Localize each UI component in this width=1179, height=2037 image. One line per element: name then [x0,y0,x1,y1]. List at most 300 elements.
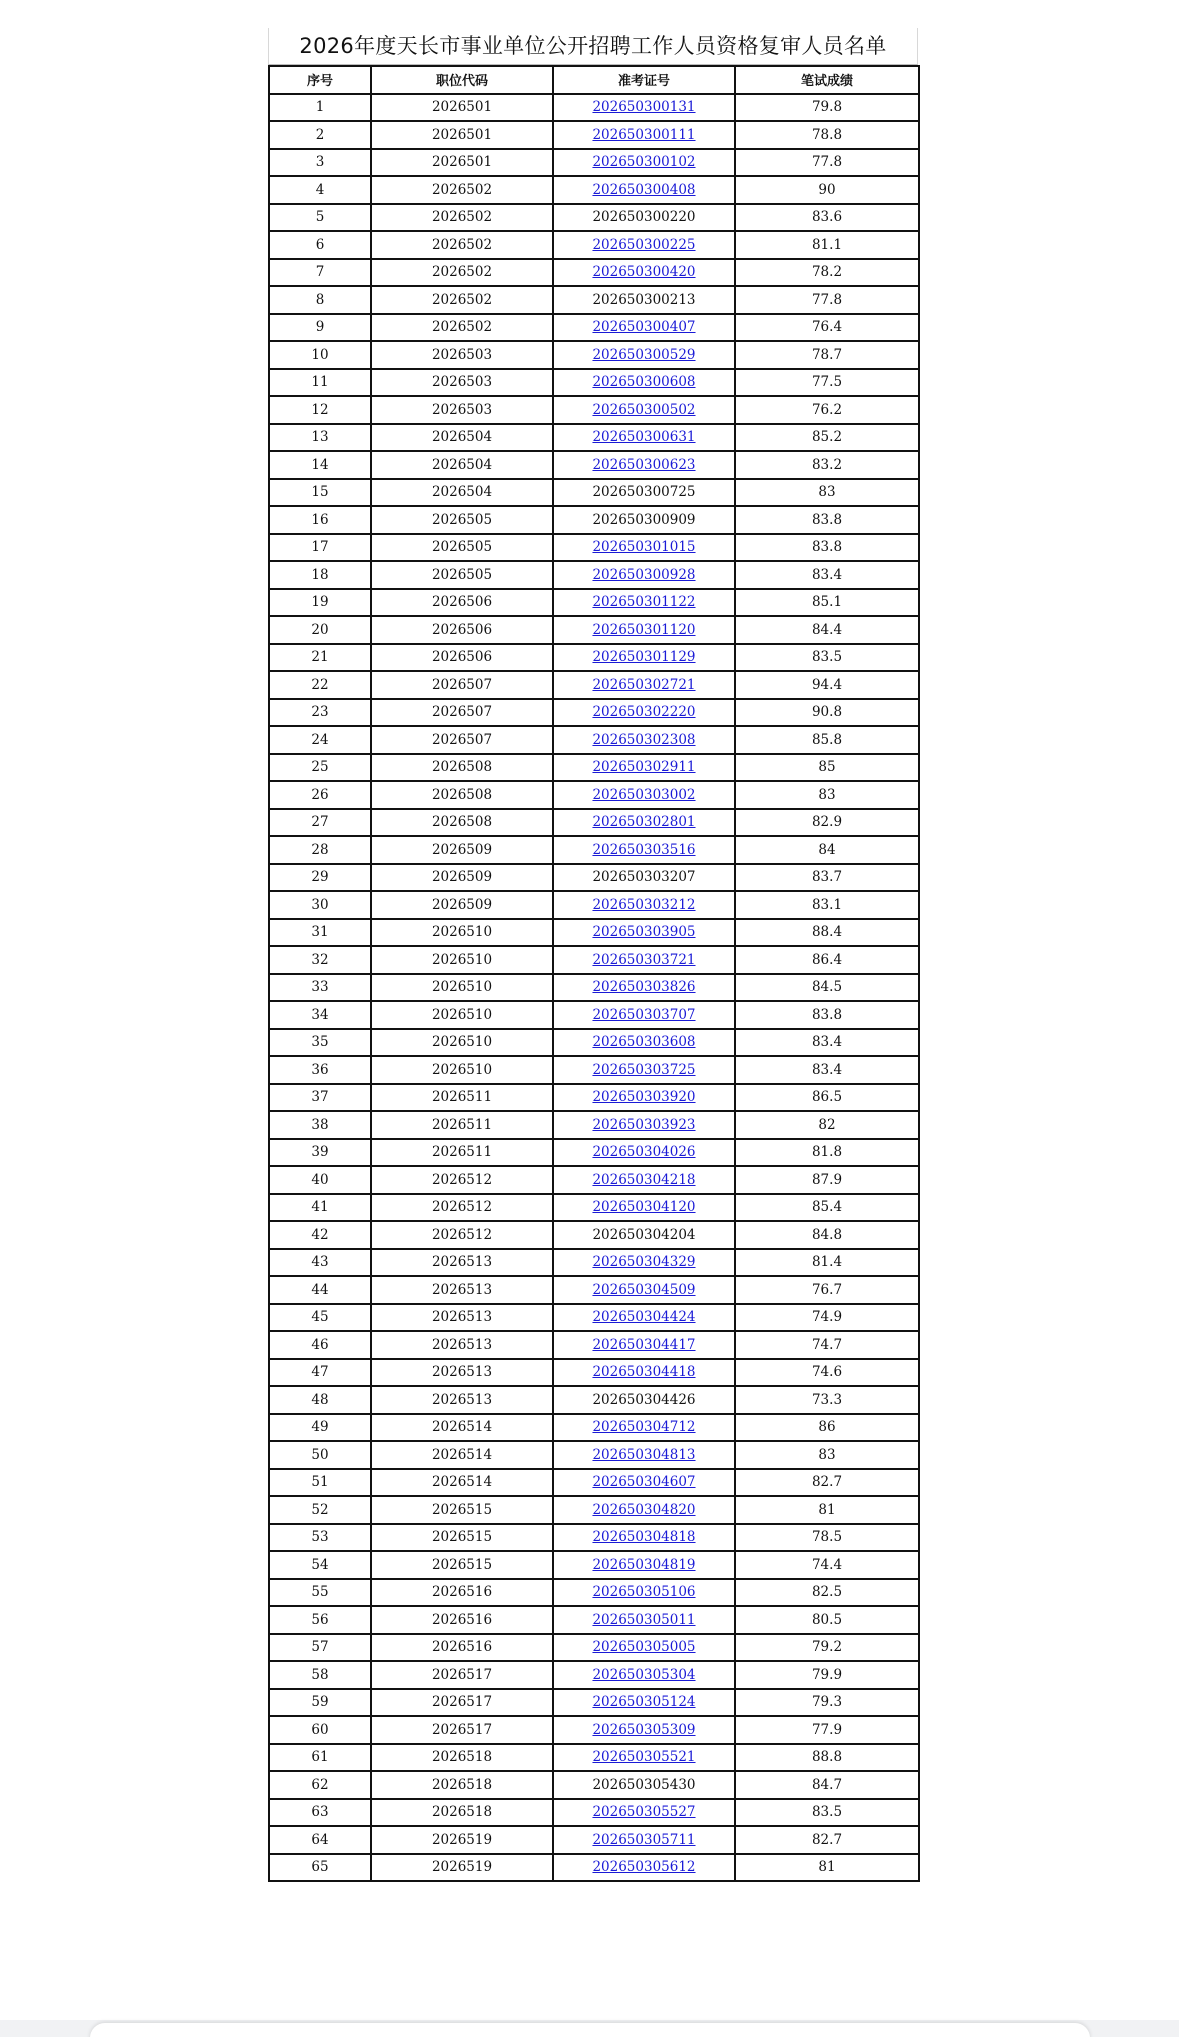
position-code-cell: 2026502 [371,259,553,287]
position-code-cell: 2026519 [371,1826,553,1854]
table-row [269,1551,919,1579]
position-code-cell: 2026501 [371,121,553,149]
ticket-number-cell [553,754,735,782]
written-score-cell: 79.3 [735,1689,919,1717]
ticket-number-cell [553,809,735,837]
ticket-number-cell [553,1854,735,1882]
position-code-cell: 2026515 [371,1551,553,1579]
table-row [269,809,919,837]
table-row [269,1661,919,1689]
position-code-cell: 2026503 [371,341,553,369]
ticket-number-link[interactable]: 202650304417 [592,1336,696,1353]
table-row [269,1249,919,1277]
ticket-number-link[interactable]: 202650305612 [592,1859,696,1876]
ticket-number-link[interactable]: 202650303516 [592,841,696,858]
written-score-cell: 81.1 [735,231,919,259]
written-score-cell: 83.5 [735,1799,919,1827]
ticket-number-cell [553,1029,735,1057]
position-code-cell: 2026513 [371,1249,553,1277]
serial-number-cell: 63 [269,1799,371,1827]
written-score-cell: 76.4 [735,314,919,342]
ticket-number-link[interactable]: 202650304818 [592,1529,696,1546]
serial-number-cell: 46 [269,1331,371,1359]
written-score-cell: 94.4 [735,671,919,699]
serial-number-cell: 62 [269,1771,371,1799]
ticket-number-cell [553,1414,735,1442]
written-score-cell: 79.8 [735,94,919,122]
serial-number-cell: 8 [269,286,371,314]
serial-number-cell: 51 [269,1469,371,1497]
serial-number-cell: 27 [269,809,371,837]
written-score-cell: 86.4 [735,946,919,974]
written-score-cell: 83.4 [735,561,919,589]
table-body [269,94,919,1882]
table-row [269,286,919,314]
ticket-number-link[interactable]: 202650303212 [592,896,696,913]
serial-number-cell: 16 [269,506,371,534]
written-score-cell: 74.4 [735,1551,919,1579]
position-code-cell: 2026513 [371,1304,553,1332]
written-score-cell: 83 [735,1441,919,1469]
ticket-number-cell [553,1606,735,1634]
serial-number-cell: 50 [269,1441,371,1469]
table-row [269,919,919,947]
ticket-number-cell [553,396,735,424]
position-code-cell: 2026513 [371,1276,553,1304]
written-score-cell: 85 [735,754,919,782]
written-score-cell: 82 [735,1111,919,1139]
ticket-number-link[interactable]: 202650300420 [592,264,696,281]
serial-number-cell: 18 [269,561,371,589]
written-score-cell: 76.2 [735,396,919,424]
candidate-table [268,65,920,1882]
ticket-number-link[interactable]: 202650304424 [592,1309,696,1326]
table-row [269,121,919,149]
serial-number-cell: 4 [269,176,371,204]
ticket-number-cell [553,946,735,974]
table-row [269,1689,919,1717]
serial-number-cell: 36 [269,1056,371,1084]
position-code-cell: 2026510 [371,946,553,974]
ticket-number-cell [553,561,735,589]
written-score-cell: 77.9 [735,1716,919,1744]
table-row [269,1496,919,1524]
table-row [269,726,919,754]
ticket-number-cell [553,1744,735,1772]
position-code-cell: 2026505 [371,506,553,534]
position-code-cell: 2026508 [371,754,553,782]
written-score-cell: 73.3 [735,1386,919,1414]
written-score-cell: 84 [735,836,919,864]
serial-number-cell: 44 [269,1276,371,1304]
serial-number-cell: 61 [269,1744,371,1772]
table-row [269,314,919,342]
ticket-number-cell [553,1249,735,1277]
position-code-cell: 2026517 [371,1661,553,1689]
table-row [269,699,919,727]
written-score-cell: 83.4 [735,1029,919,1057]
header-position-code: 职位代码 [371,66,553,94]
table-row [269,616,919,644]
ticket-number-link[interactable]: 202650301122 [592,594,696,611]
ticket-number-cell: 202650304426 [553,1386,735,1414]
position-code-cell: 2026510 [371,1029,553,1057]
ticket-number-link[interactable]: 202650300102 [592,154,696,171]
written-score-cell: 85.8 [735,726,919,754]
position-code-cell: 2026518 [371,1799,553,1827]
ticket-number-link[interactable]: 202650304820 [592,1501,696,1518]
written-score-cell: 85.4 [735,1194,919,1222]
serial-number-cell: 35 [269,1029,371,1057]
table-row [269,424,919,452]
ticket-number-link[interactable]: 202650303721 [592,951,696,968]
written-score-cell: 82.7 [735,1826,919,1854]
ticket-number-link[interactable]: 202650302911 [592,759,696,776]
written-score-cell: 84.5 [735,974,919,1002]
ticket-number-link[interactable]: 202650304026 [592,1144,696,1161]
ticket-number-cell [553,671,735,699]
table-row [269,836,919,864]
serial-number-cell: 40 [269,1166,371,1194]
position-code-cell: 2026510 [371,919,553,947]
position-code-cell: 2026506 [371,644,553,672]
serial-number-cell: 1 [269,94,371,122]
written-score-cell: 88.4 [735,919,919,947]
serial-number-cell: 29 [269,864,371,892]
ticket-number-cell [553,1194,735,1222]
written-score-cell: 83.8 [735,534,919,562]
ticket-number-cell: 202650304204 [553,1221,735,1249]
ticket-number-cell [553,1551,735,1579]
position-code-cell: 2026502 [371,204,553,232]
table-row [269,1579,919,1607]
written-score-cell: 90.8 [735,699,919,727]
page-title: 2026年度天长市事业单位公开招聘工作人员资格复审人员名单 [268,28,918,65]
table-row [269,1029,919,1057]
written-score-cell: 83.5 [735,644,919,672]
ticket-number-cell [553,1359,735,1387]
table-row [269,231,919,259]
ticket-number-link[interactable]: 202650305521 [592,1749,696,1766]
table-row [269,451,919,479]
table-row [269,534,919,562]
serial-number-cell: 39 [269,1139,371,1167]
written-score-cell: 83.6 [735,204,919,232]
ticket-number-cell [553,1441,735,1469]
serial-number-cell: 3 [269,149,371,177]
table-row [269,396,919,424]
header-serial-number: 序号 [269,66,371,94]
written-score-cell: 78.2 [735,259,919,287]
ticket-number-link[interactable]: 202650302308 [592,731,696,748]
ticket-number-link[interactable]: 202650303826 [592,979,696,996]
position-code-cell: 2026509 [371,891,553,919]
written-score-cell: 77.8 [735,286,919,314]
written-score-cell: 74.6 [735,1359,919,1387]
ticket-number-link[interactable]: 202650300623 [592,456,696,473]
written-score-cell: 82.5 [735,1579,919,1607]
serial-number-cell: 19 [269,589,371,617]
written-score-cell: 80.5 [735,1606,919,1634]
position-code-cell: 2026503 [371,369,553,397]
ticket-number-cell [553,369,735,397]
ticket-number-cell [553,644,735,672]
ticket-number-link[interactable]: 202650301129 [592,649,696,666]
serial-number-cell: 54 [269,1551,371,1579]
ticket-number-link[interactable]: 202650304607 [592,1474,696,1491]
ticket-number-link[interactable]: 202650303002 [592,786,696,803]
position-code-cell: 2026503 [371,396,553,424]
written-score-cell: 74.7 [735,1331,919,1359]
written-score-cell: 84.8 [735,1221,919,1249]
serial-number-cell: 20 [269,616,371,644]
ticket-number-link[interactable]: 202650300407 [592,319,696,336]
serial-number-cell: 28 [269,836,371,864]
serial-number-cell: 12 [269,396,371,424]
table-row [269,1221,919,1249]
written-score-cell: 83 [735,781,919,809]
position-code-cell: 2026514 [371,1441,553,1469]
ticket-number-link[interactable]: 202650304509 [592,1281,696,1298]
written-score-cell: 86.5 [735,1084,919,1112]
ticket-number-cell [553,1001,735,1029]
position-code-cell: 2026516 [371,1634,553,1662]
table-row [269,589,919,617]
serial-number-cell: 23 [269,699,371,727]
serial-number-cell: 34 [269,1001,371,1029]
position-code-cell: 2026506 [371,589,553,617]
table-row [269,864,919,892]
ticket-number-link[interactable]: 202650300131 [592,99,696,116]
written-score-cell: 86 [735,1414,919,1442]
serial-number-cell: 25 [269,754,371,782]
ticket-number-cell [553,1799,735,1827]
ticket-number-link[interactable]: 202650304418 [592,1364,696,1381]
ticket-number-cell [553,1056,735,1084]
table-row [269,1826,919,1854]
table-row [269,94,919,122]
ticket-number-link[interactable]: 202650300608 [592,374,696,391]
serial-number-cell: 13 [269,424,371,452]
written-score-cell: 87.9 [735,1166,919,1194]
ticket-number-cell [553,974,735,1002]
ticket-number-link[interactable]: 202650304712 [592,1419,696,1436]
ticket-number-link[interactable]: 202650305527 [592,1804,696,1821]
ticket-number-cell [553,1661,735,1689]
ticket-number-link[interactable]: 202650303725 [592,1061,696,1078]
ticket-number-cell: 202650300213 [553,286,735,314]
written-score-cell: 81 [735,1496,919,1524]
written-score-cell: 88.8 [735,1744,919,1772]
written-score-cell: 79.2 [735,1634,919,1662]
serial-number-cell: 38 [269,1111,371,1139]
position-code-cell: 2026506 [371,616,553,644]
ticket-number-link[interactable]: 202650300408 [592,181,696,198]
serial-number-cell: 49 [269,1414,371,1442]
table-row [269,781,919,809]
ticket-number-link[interactable]: 202650305124 [592,1694,696,1711]
serial-number-cell: 47 [269,1359,371,1387]
table-row [269,176,919,204]
position-code-cell: 2026504 [371,424,553,452]
table-row [269,1854,919,1882]
ticket-number-link[interactable]: 202650303905 [592,924,696,941]
ticket-number-link[interactable]: 202650303707 [592,1006,696,1023]
ticket-number-link[interactable]: 202650304813 [592,1446,696,1463]
position-code-cell: 2026515 [371,1524,553,1552]
ticket-number-link[interactable]: 202650305309 [592,1721,696,1738]
ticket-number-cell [553,176,735,204]
ticket-number-cell [553,121,735,149]
position-code-cell: 2026502 [371,231,553,259]
ticket-number-link[interactable]: 202650302220 [592,704,696,721]
header-written-score: 笔试成绩 [735,66,919,94]
ticket-number-cell: 202650303207 [553,864,735,892]
ticket-number-link[interactable]: 202650305106 [592,1584,696,1601]
serial-number-cell: 26 [269,781,371,809]
ticket-number-link[interactable]: 202650300225 [592,236,696,253]
table-row [269,1634,919,1662]
position-code-cell: 2026508 [371,809,553,837]
ticket-number-link[interactable]: 202650305011 [592,1611,696,1628]
table-row [269,1304,919,1332]
written-score-cell: 77.5 [735,369,919,397]
written-score-cell: 84.4 [735,616,919,644]
ticket-number-cell [553,1469,735,1497]
position-code-cell: 2026518 [371,1744,553,1772]
table-row [269,754,919,782]
ticket-number-link[interactable]: 202650304819 [592,1556,696,1573]
serial-number-cell: 55 [269,1579,371,1607]
ticket-number-cell [553,424,735,452]
table-row [269,369,919,397]
serial-number-cell: 41 [269,1194,371,1222]
table-row [269,1469,919,1497]
table-row [269,671,919,699]
table-row [269,1386,919,1414]
position-code-cell: 2026517 [371,1716,553,1744]
serial-number-cell: 7 [269,259,371,287]
ticket-number-link[interactable]: 202650303923 [592,1116,696,1133]
ticket-number-cell [553,1689,735,1717]
serial-number-cell: 24 [269,726,371,754]
position-code-cell: 2026512 [371,1194,553,1222]
table-row [269,259,919,287]
serial-number-cell: 45 [269,1304,371,1332]
ticket-number-link[interactable]: 202650305304 [592,1666,696,1683]
ticket-number-cell [553,1304,735,1332]
written-score-cell: 79.9 [735,1661,919,1689]
serial-number-cell: 65 [269,1854,371,1882]
ticket-number-link[interactable]: 202650300928 [592,566,696,583]
position-code-cell: 2026502 [371,286,553,314]
written-score-cell: 81.8 [735,1139,919,1167]
ticket-number-link[interactable]: 202650301120 [592,621,696,638]
ticket-number-link[interactable]: 202650302721 [592,676,696,693]
position-code-cell: 2026513 [371,1359,553,1387]
position-code-cell: 2026502 [371,314,553,342]
ticket-number-cell [553,1634,735,1662]
ticket-number-link[interactable]: 202650304329 [592,1254,696,1271]
table-row [269,561,919,589]
table-row [269,1084,919,1112]
serial-number-cell: 9 [269,314,371,342]
ticket-number-link[interactable]: 202650302801 [592,814,696,831]
ticket-number-link[interactable]: 202650305711 [592,1831,696,1848]
ticket-number-cell [553,589,735,617]
ticket-number-cell [553,1579,735,1607]
serial-number-cell: 59 [269,1689,371,1717]
table-row [269,1771,919,1799]
ticket-number-cell [553,94,735,122]
ticket-number-link[interactable]: 202650300631 [592,429,696,446]
ticket-number-cell [553,1166,735,1194]
serial-number-cell: 11 [269,369,371,397]
table-row [269,1139,919,1167]
ticket-number-cell [553,1139,735,1167]
ticket-number-link[interactable]: 202650304218 [592,1171,696,1188]
written-score-cell: 83.2 [735,451,919,479]
position-code-cell: 2026511 [371,1111,553,1139]
ticket-number-link[interactable]: 202650303608 [592,1034,696,1051]
written-score-cell: 78.8 [735,121,919,149]
serial-number-cell: 60 [269,1716,371,1744]
table-header-row [269,66,919,94]
position-code-cell: 2026501 [371,149,553,177]
ticket-number-cell [553,1716,735,1744]
ticket-number-cell [553,314,735,342]
position-code-cell: 2026509 [371,864,553,892]
ticket-number-cell [553,341,735,369]
ticket-number-cell [553,836,735,864]
table-row [269,974,919,1002]
position-code-cell: 2026510 [371,974,553,1002]
ticket-number-link[interactable]: 202650300111 [592,126,696,143]
table-row [269,1799,919,1827]
position-code-cell: 2026504 [371,451,553,479]
bottom-address-pill[interactable] [90,2023,1090,2037]
serial-number-cell: 43 [269,1249,371,1277]
ticket-number-cell [553,919,735,947]
position-code-cell: 2026512 [371,1221,553,1249]
written-score-cell: 82.7 [735,1469,919,1497]
ticket-number-link[interactable]: 202650305005 [592,1639,696,1656]
ticket-number-link[interactable]: 202650303920 [592,1089,696,1106]
written-score-cell: 82.9 [735,809,919,837]
serial-number-cell: 32 [269,946,371,974]
position-code-cell: 2026509 [371,836,553,864]
position-code-cell: 2026508 [371,781,553,809]
position-code-cell: 2026519 [371,1854,553,1882]
ticket-number-cell [553,1826,735,1854]
ticket-number-link[interactable]: 202650304120 [592,1199,696,1216]
ticket-number-link[interactable]: 202650300529 [592,346,696,363]
ticket-number-cell [553,451,735,479]
ticket-number-cell [553,534,735,562]
table-row [269,1194,919,1222]
written-score-cell: 85.2 [735,424,919,452]
ticket-number-link[interactable]: 202650301015 [592,539,696,556]
table-row [269,644,919,672]
ticket-number-cell [553,1331,735,1359]
ticket-number-link[interactable]: 202650300502 [592,401,696,418]
table-row [269,1441,919,1469]
table-row [269,1744,919,1772]
serial-number-cell: 37 [269,1084,371,1112]
serial-number-cell: 48 [269,1386,371,1414]
written-score-cell: 83.1 [735,891,919,919]
table-row [269,1524,919,1552]
